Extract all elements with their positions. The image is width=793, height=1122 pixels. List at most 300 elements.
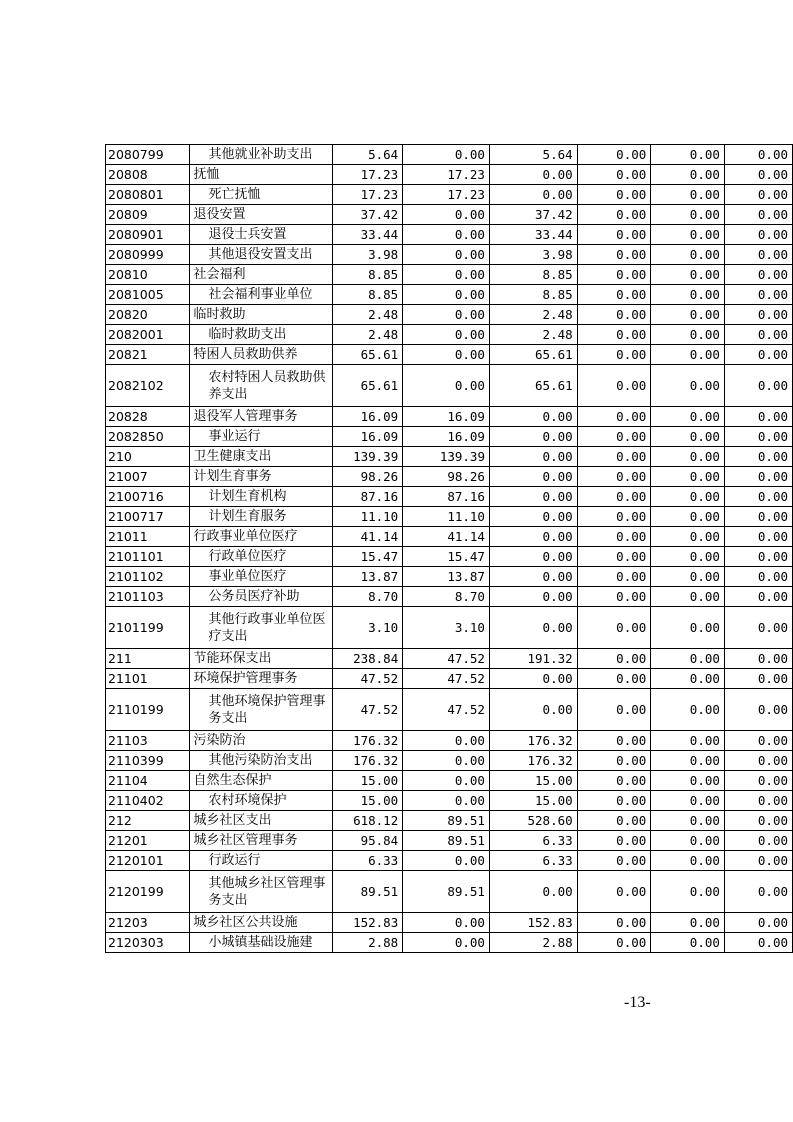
subject-name-cell: 死亡抚恤	[190, 185, 333, 205]
amount-cell-col1: 176.32	[333, 731, 403, 751]
amount-cell-col5: 0.00	[651, 507, 725, 527]
amount-cell-col3: 0.00	[489, 165, 577, 185]
amount-cell-col2: 0.00	[403, 305, 490, 325]
amount-cell-col4: 0.00	[577, 771, 651, 791]
amount-cell-col3: 0.00	[489, 607, 577, 649]
amount-cell-col4: 0.00	[577, 145, 651, 165]
amount-cell-col4: 0.00	[577, 913, 651, 933]
amount-cell-col4: 0.00	[577, 871, 651, 913]
subject-code-cell: 21101	[106, 669, 190, 689]
table-row	[106, 649, 793, 669]
amount-cell-col2: 17.23	[403, 185, 490, 205]
amount-cell-col3: 8.85	[489, 285, 577, 305]
amount-cell-col3: 0.00	[489, 407, 577, 427]
amount-cell-col5: 0.00	[651, 345, 725, 365]
amount-cell-col2: 41.14	[403, 527, 490, 547]
amount-cell-col1: 618.12	[333, 811, 403, 831]
amount-cell-col6: 0.00	[724, 587, 792, 607]
amount-cell-col5: 0.00	[651, 185, 725, 205]
amount-cell-col5: 0.00	[651, 567, 725, 587]
amount-cell-col4: 0.00	[577, 285, 651, 305]
amount-cell-col2: 11.10	[403, 507, 490, 527]
subject-name-cell: 其他退役安置支出	[190, 245, 333, 265]
amount-cell-col3: 0.00	[489, 507, 577, 527]
amount-cell-col1: 15.47	[333, 547, 403, 567]
amount-cell-col1: 15.00	[333, 771, 403, 791]
amount-cell-col1: 5.64	[333, 145, 403, 165]
subject-code-cell: 2110402	[106, 791, 190, 811]
amount-cell-col5: 0.00	[651, 933, 725, 953]
subject-name-cell: 城乡社区公共设施	[190, 913, 333, 933]
amount-cell-col4: 0.00	[577, 607, 651, 649]
amount-cell-col3: 0.00	[489, 669, 577, 689]
amount-cell-col2: 0.00	[403, 791, 490, 811]
amount-cell-col2: 0.00	[403, 933, 490, 953]
amount-cell-col3: 0.00	[489, 185, 577, 205]
amount-cell-col1: 33.44	[333, 225, 403, 245]
amount-cell-col5: 0.00	[651, 305, 725, 325]
amount-cell-col3: 15.00	[489, 771, 577, 791]
amount-cell-col1: 37.42	[333, 205, 403, 225]
subject-name-cell: 计划生育服务	[190, 507, 333, 527]
subject-name-cell: 行政单位医疗	[190, 547, 333, 567]
subject-name-cell: 退役安置	[190, 205, 333, 225]
amount-cell-col6: 0.00	[724, 185, 792, 205]
amount-cell-col4: 0.00	[577, 245, 651, 265]
subject-code-cell: 211	[106, 649, 190, 669]
amount-cell-col5: 0.00	[651, 649, 725, 669]
amount-cell-col4: 0.00	[577, 851, 651, 871]
subject-name-cell: 社会福利	[190, 265, 333, 285]
table-row	[106, 185, 793, 205]
amount-cell-col2: 0.00	[403, 225, 490, 245]
amount-cell-col6: 0.00	[724, 913, 792, 933]
amount-cell-col5: 0.00	[651, 427, 725, 447]
amount-cell-col4: 0.00	[577, 265, 651, 285]
amount-cell-col6: 0.00	[724, 225, 792, 245]
table-row	[106, 607, 793, 649]
amount-cell-col3: 33.44	[489, 225, 577, 245]
subject-code-cell: 2081005	[106, 285, 190, 305]
table-row	[106, 205, 793, 225]
subject-name-cell: 自然生态保护	[190, 771, 333, 791]
amount-cell-col2: 139.39	[403, 447, 490, 467]
amount-cell-col3: 152.83	[489, 913, 577, 933]
table-row	[106, 245, 793, 265]
amount-cell-col4: 0.00	[577, 507, 651, 527]
amount-cell-col1: 13.87	[333, 567, 403, 587]
subject-code-cell: 2082102	[106, 365, 190, 407]
table-row	[106, 871, 793, 913]
amount-cell-col2: 0.00	[403, 365, 490, 407]
amount-cell-col1: 3.98	[333, 245, 403, 265]
amount-cell-col4: 0.00	[577, 447, 651, 467]
table-row	[106, 265, 793, 285]
subject-name-cell: 小城镇基础设施建	[190, 933, 333, 953]
subject-name-cell: 节能环保支出	[190, 649, 333, 669]
subject-name-cell: 抚恤	[190, 165, 333, 185]
amount-cell-col4: 0.00	[577, 587, 651, 607]
amount-cell-col1: 238.84	[333, 649, 403, 669]
table-body	[106, 145, 793, 953]
subject-code-cell: 2080799	[106, 145, 190, 165]
amount-cell-col3: 0.00	[489, 447, 577, 467]
subject-name-cell: 城乡社区管理事务	[190, 831, 333, 851]
amount-cell-col4: 0.00	[577, 345, 651, 365]
amount-cell-col1: 95.84	[333, 831, 403, 851]
table-row	[106, 447, 793, 467]
amount-cell-col2: 47.52	[403, 649, 490, 669]
amount-cell-col6: 0.00	[724, 527, 792, 547]
amount-cell-col6: 0.00	[724, 447, 792, 467]
amount-cell-col1: 11.10	[333, 507, 403, 527]
amount-cell-col6: 0.00	[724, 205, 792, 225]
amount-cell-col5: 0.00	[651, 607, 725, 649]
subject-code-cell: 2100716	[106, 487, 190, 507]
amount-cell-col3: 15.00	[489, 791, 577, 811]
amount-cell-col5: 0.00	[651, 205, 725, 225]
subject-code-cell: 2101102	[106, 567, 190, 587]
amount-cell-col3: 0.00	[489, 527, 577, 547]
amount-cell-col1: 17.23	[333, 165, 403, 185]
amount-cell-col5: 0.00	[651, 225, 725, 245]
amount-cell-col4: 0.00	[577, 731, 651, 751]
amount-cell-col5: 0.00	[651, 831, 725, 851]
amount-cell-col1: 139.39	[333, 447, 403, 467]
subject-name-cell: 特困人员救助供养	[190, 345, 333, 365]
subject-name-cell: 其他行政事业单位医疗支出	[190, 607, 333, 649]
subject-code-cell: 20808	[106, 165, 190, 185]
amount-cell-col4: 0.00	[577, 365, 651, 407]
amount-cell-col4: 0.00	[577, 527, 651, 547]
amount-cell-col4: 0.00	[577, 467, 651, 487]
amount-cell-col2: 16.09	[403, 427, 490, 447]
amount-cell-col1: 17.23	[333, 185, 403, 205]
table-row	[106, 913, 793, 933]
amount-cell-col6: 0.00	[724, 731, 792, 751]
amount-cell-col6: 0.00	[724, 567, 792, 587]
subject-code-cell: 210	[106, 447, 190, 467]
amount-cell-col5: 0.00	[651, 245, 725, 265]
amount-cell-col1: 47.52	[333, 689, 403, 731]
amount-cell-col2: 3.10	[403, 607, 490, 649]
amount-cell-col1: 47.52	[333, 669, 403, 689]
amount-cell-col3: 528.60	[489, 811, 577, 831]
table-row	[106, 933, 793, 953]
amount-cell-col1: 89.51	[333, 871, 403, 913]
table-row	[106, 731, 793, 751]
amount-cell-col1: 8.70	[333, 587, 403, 607]
subject-code-cell: 21203	[106, 913, 190, 933]
amount-cell-col2: 0.00	[403, 205, 490, 225]
amount-cell-col6: 0.00	[724, 165, 792, 185]
amount-cell-col1: 65.61	[333, 365, 403, 407]
amount-cell-col6: 0.00	[724, 751, 792, 771]
table-row	[106, 771, 793, 791]
amount-cell-col2: 0.00	[403, 265, 490, 285]
amount-cell-col1: 15.00	[333, 791, 403, 811]
amount-cell-col3: 176.32	[489, 731, 577, 751]
amount-cell-col3: 0.00	[489, 467, 577, 487]
amount-cell-col2: 89.51	[403, 811, 490, 831]
amount-cell-col2: 0.00	[403, 285, 490, 305]
subject-code-cell: 20821	[106, 345, 190, 365]
subject-name-cell: 行政运行	[190, 851, 333, 871]
amount-cell-col1: 87.16	[333, 487, 403, 507]
amount-cell-col4: 0.00	[577, 407, 651, 427]
amount-cell-col2: 47.52	[403, 689, 490, 731]
subject-code-cell: 2080801	[106, 185, 190, 205]
subject-name-cell: 退役军人管理事务	[190, 407, 333, 427]
amount-cell-col6: 0.00	[724, 487, 792, 507]
amount-cell-col1: 2.88	[333, 933, 403, 953]
subject-name-cell: 公务员医疗补助	[190, 587, 333, 607]
amount-cell-col6: 0.00	[724, 407, 792, 427]
amount-cell-col1: 176.32	[333, 751, 403, 771]
table-row	[106, 225, 793, 245]
subject-name-cell: 其他就业补助支出	[190, 145, 333, 165]
amount-cell-col3: 191.32	[489, 649, 577, 669]
amount-cell-col4: 0.00	[577, 185, 651, 205]
amount-cell-col5: 0.00	[651, 285, 725, 305]
subject-code-cell: 21011	[106, 527, 190, 547]
subject-code-cell: 2101199	[106, 607, 190, 649]
subject-code-cell: 2120101	[106, 851, 190, 871]
amount-cell-col6: 0.00	[724, 831, 792, 851]
subject-code-cell: 21104	[106, 771, 190, 791]
amount-cell-col3: 6.33	[489, 851, 577, 871]
amount-cell-col2: 89.51	[403, 871, 490, 913]
table-row	[106, 751, 793, 771]
page-number: -13-	[624, 994, 651, 1011]
subject-name-cell: 其他城乡社区管理事务支出	[190, 871, 333, 913]
subject-code-cell: 2120199	[106, 871, 190, 913]
table-row	[106, 427, 793, 447]
subject-code-cell: 20809	[106, 205, 190, 225]
amount-cell-col6: 0.00	[724, 811, 792, 831]
amount-cell-col4: 0.00	[577, 791, 651, 811]
amount-cell-col6: 0.00	[724, 669, 792, 689]
subject-name-cell: 临时救助	[190, 305, 333, 325]
amount-cell-col1: 65.61	[333, 345, 403, 365]
amount-cell-col5: 0.00	[651, 669, 725, 689]
amount-cell-col4: 0.00	[577, 567, 651, 587]
subject-code-cell: 20820	[106, 305, 190, 325]
table-row	[106, 811, 793, 831]
amount-cell-col6: 0.00	[724, 467, 792, 487]
amount-cell-col2: 0.00	[403, 851, 490, 871]
subject-code-cell: 2080999	[106, 245, 190, 265]
amount-cell-col3: 37.42	[489, 205, 577, 225]
amount-cell-col6: 0.00	[724, 325, 792, 345]
amount-cell-col3: 65.61	[489, 345, 577, 365]
subject-name-cell: 农村特困人员救助供养支出	[190, 365, 333, 407]
amount-cell-col6: 0.00	[724, 771, 792, 791]
amount-cell-col4: 0.00	[577, 831, 651, 851]
table-row	[106, 407, 793, 427]
amount-cell-col6: 0.00	[724, 265, 792, 285]
amount-cell-col2: 0.00	[403, 145, 490, 165]
amount-cell-col4: 0.00	[577, 427, 651, 447]
amount-cell-col3: 8.85	[489, 265, 577, 285]
amount-cell-col2: 0.00	[403, 913, 490, 933]
amount-cell-col4: 0.00	[577, 933, 651, 953]
subject-name-cell: 社会福利事业单位	[190, 285, 333, 305]
subject-name-cell: 临时救助支出	[190, 325, 333, 345]
subject-name-cell: 城乡社区支出	[190, 811, 333, 831]
table-row	[106, 791, 793, 811]
amount-cell-col1: 2.48	[333, 325, 403, 345]
subject-code-cell: 20810	[106, 265, 190, 285]
amount-cell-col1: 2.48	[333, 305, 403, 325]
amount-cell-col2: 98.26	[403, 467, 490, 487]
amount-cell-col2: 0.00	[403, 245, 490, 265]
table-row	[106, 345, 793, 365]
table-row	[106, 527, 793, 547]
amount-cell-col4: 0.00	[577, 225, 651, 245]
amount-cell-col2: 17.23	[403, 165, 490, 185]
amount-cell-col4: 0.00	[577, 649, 651, 669]
amount-cell-col5: 0.00	[651, 365, 725, 407]
amount-cell-col3: 6.33	[489, 831, 577, 851]
subject-name-cell: 行政事业单位医疗	[190, 527, 333, 547]
subject-name-cell: 计划生育机构	[190, 487, 333, 507]
table-row	[106, 467, 793, 487]
amount-cell-col3: 0.00	[489, 689, 577, 731]
amount-cell-col6: 0.00	[724, 851, 792, 871]
amount-cell-col3: 0.00	[489, 567, 577, 587]
amount-cell-col6: 0.00	[724, 285, 792, 305]
subject-name-cell: 污染防治	[190, 731, 333, 751]
amount-cell-col5: 0.00	[651, 547, 725, 567]
amount-cell-col3: 0.00	[489, 871, 577, 913]
amount-cell-col3: 0.00	[489, 587, 577, 607]
amount-cell-col5: 0.00	[651, 731, 725, 751]
subject-code-cell: 2110199	[106, 689, 190, 731]
amount-cell-col6: 0.00	[724, 305, 792, 325]
table-row	[106, 689, 793, 731]
amount-cell-col2: 16.09	[403, 407, 490, 427]
amount-cell-col6: 0.00	[724, 365, 792, 407]
subject-name-cell: 农村环境保护	[190, 791, 333, 811]
subject-name-cell: 退役士兵安置	[190, 225, 333, 245]
amount-cell-col2: 0.00	[403, 731, 490, 751]
table-row	[106, 831, 793, 851]
table-row	[106, 305, 793, 325]
amount-cell-col5: 0.00	[651, 791, 725, 811]
amount-cell-col2: 15.47	[403, 547, 490, 567]
amount-cell-col3: 0.00	[489, 427, 577, 447]
table-row	[106, 145, 793, 165]
amount-cell-col5: 0.00	[651, 447, 725, 467]
table-row	[106, 567, 793, 587]
amount-cell-col6: 0.00	[724, 933, 792, 953]
amount-cell-col4: 0.00	[577, 305, 651, 325]
amount-cell-col2: 0.00	[403, 325, 490, 345]
amount-cell-col6: 0.00	[724, 547, 792, 567]
amount-cell-col5: 0.00	[651, 527, 725, 547]
amount-cell-col5: 0.00	[651, 851, 725, 871]
amount-cell-col3: 5.64	[489, 145, 577, 165]
amount-cell-col2: 87.16	[403, 487, 490, 507]
subject-name-cell: 其他污染防治支出	[190, 751, 333, 771]
table-row	[106, 365, 793, 407]
table-row	[106, 487, 793, 507]
table-row	[106, 285, 793, 305]
amount-cell-col6: 0.00	[724, 689, 792, 731]
subject-code-cell: 2082001	[106, 325, 190, 345]
subject-name-cell: 其他环境保护管理事务支出	[190, 689, 333, 731]
amount-cell-col2: 89.51	[403, 831, 490, 851]
amount-cell-col4: 0.00	[577, 811, 651, 831]
subject-name-cell: 事业单位医疗	[190, 567, 333, 587]
amount-cell-col5: 0.00	[651, 325, 725, 345]
amount-cell-col6: 0.00	[724, 427, 792, 447]
amount-cell-col1: 16.09	[333, 427, 403, 447]
subject-code-cell: 2080901	[106, 225, 190, 245]
table-row	[106, 669, 793, 689]
amount-cell-col6: 0.00	[724, 507, 792, 527]
amount-cell-col2: 0.00	[403, 771, 490, 791]
amount-cell-col4: 0.00	[577, 689, 651, 731]
subject-name-cell: 计划生育事务	[190, 467, 333, 487]
amount-cell-col4: 0.00	[577, 487, 651, 507]
amount-cell-col3: 176.32	[489, 751, 577, 771]
subject-name-cell: 事业运行	[190, 427, 333, 447]
amount-cell-col1: 98.26	[333, 467, 403, 487]
subject-code-cell: 212	[106, 811, 190, 831]
amount-cell-col1: 6.33	[333, 851, 403, 871]
table-row	[106, 507, 793, 527]
amount-cell-col1: 3.10	[333, 607, 403, 649]
amount-cell-col1: 16.09	[333, 407, 403, 427]
amount-cell-col6: 0.00	[724, 649, 792, 669]
table-row	[106, 851, 793, 871]
subject-name-cell: 卫生健康支出	[190, 447, 333, 467]
table-row	[106, 587, 793, 607]
amount-cell-col2: 47.52	[403, 669, 490, 689]
amount-cell-col4: 0.00	[577, 325, 651, 345]
subject-code-cell: 2120303	[106, 933, 190, 953]
amount-cell-col5: 0.00	[651, 145, 725, 165]
amount-cell-col5: 0.00	[651, 871, 725, 913]
amount-cell-col5: 0.00	[651, 587, 725, 607]
expenditure-table	[105, 144, 793, 953]
amount-cell-col1: 8.85	[333, 285, 403, 305]
amount-cell-col5: 0.00	[651, 265, 725, 285]
subject-code-cell: 2082850	[106, 427, 190, 447]
subject-code-cell: 2101101	[106, 547, 190, 567]
amount-cell-col5: 0.00	[651, 487, 725, 507]
amount-cell-col5: 0.00	[651, 407, 725, 427]
amount-cell-col2: 0.00	[403, 345, 490, 365]
amount-cell-col5: 0.00	[651, 165, 725, 185]
amount-cell-col3: 2.88	[489, 933, 577, 953]
subject-name-cell: 环境保护管理事务	[190, 669, 333, 689]
table-row	[106, 547, 793, 567]
amount-cell-col6: 0.00	[724, 345, 792, 365]
amount-cell-col6: 0.00	[724, 871, 792, 913]
subject-code-cell: 21103	[106, 731, 190, 751]
amount-cell-col3: 65.61	[489, 365, 577, 407]
amount-cell-col2: 8.70	[403, 587, 490, 607]
subject-code-cell: 2110399	[106, 751, 190, 771]
amount-cell-col6: 0.00	[724, 791, 792, 811]
amount-cell-col1: 41.14	[333, 527, 403, 547]
amount-cell-col3: 2.48	[489, 305, 577, 325]
amount-cell-col4: 0.00	[577, 751, 651, 771]
amount-cell-col5: 0.00	[651, 811, 725, 831]
